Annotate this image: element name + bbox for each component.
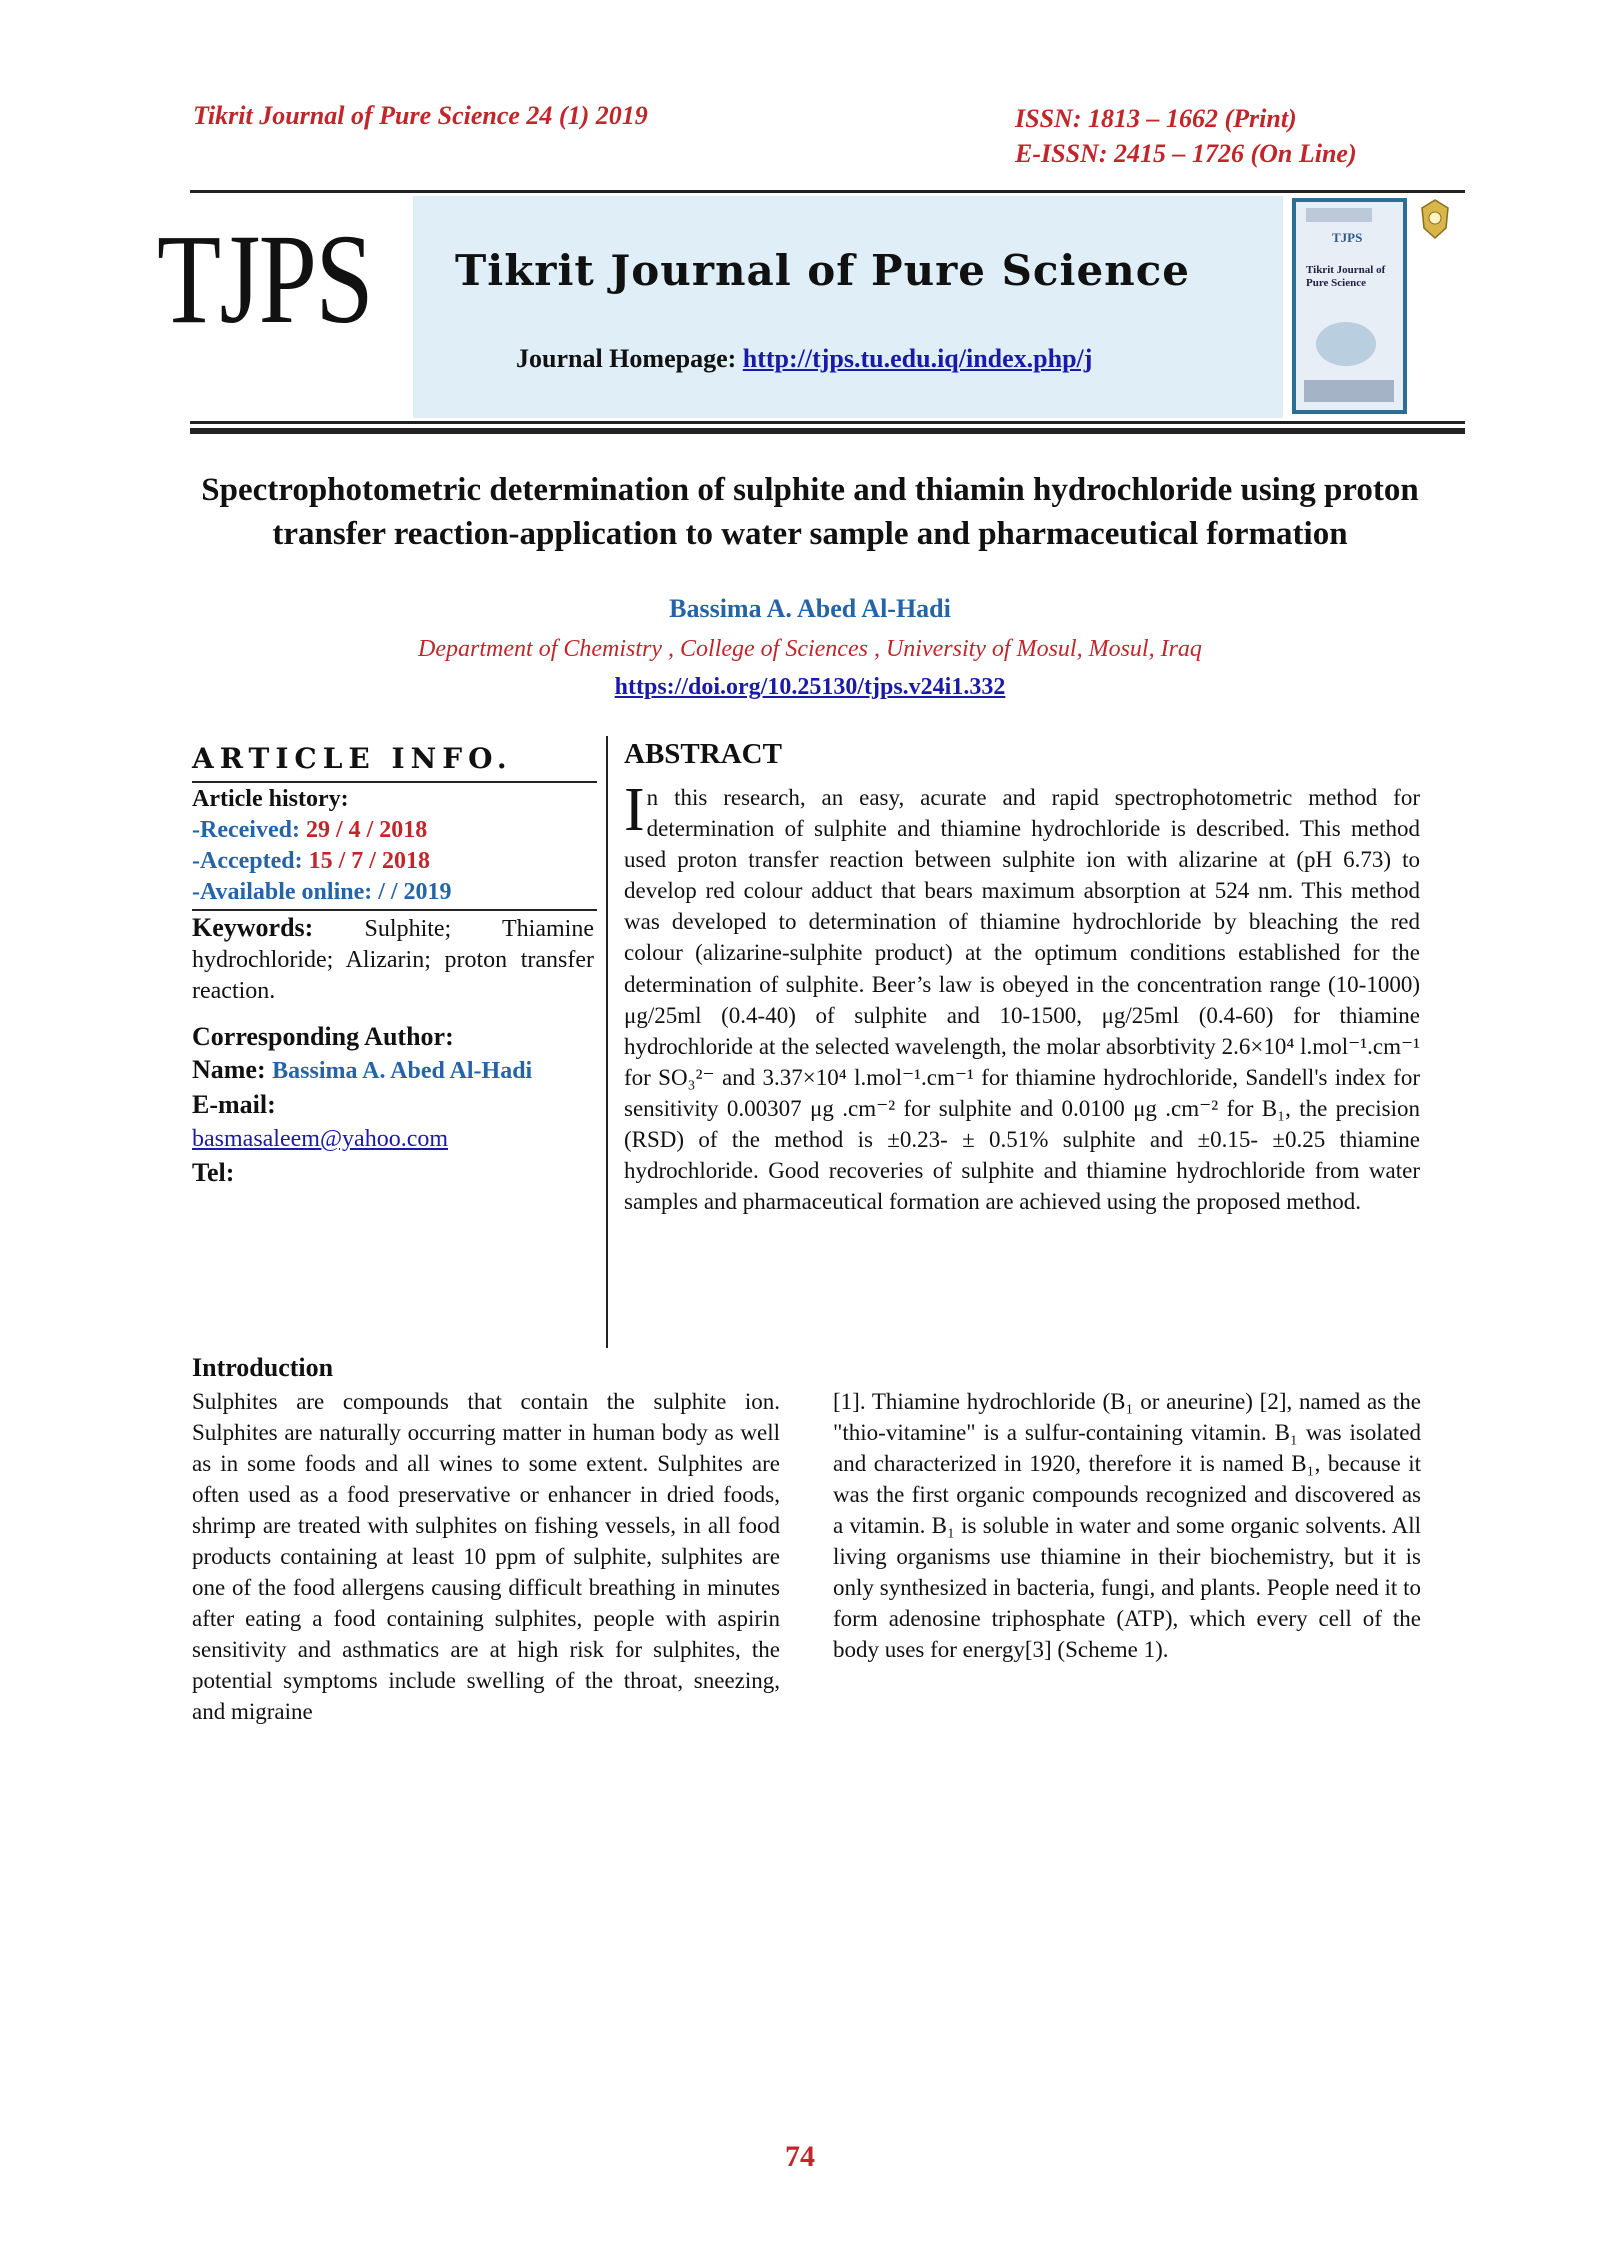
accepted-date: 15 / 7 / 2018 — [308, 848, 430, 874]
keywords — [192, 912, 594, 1007]
article-info-rule-top — [192, 781, 597, 783]
article-doi — [150, 674, 1470, 701]
article-author: Bassima A. Abed Al-Hadi — [669, 594, 951, 623]
introduction-heading: Introduction — [192, 1353, 334, 1382]
running-header-journal: Tikrit Journal of Pure Science 24 (1) 2019 — [193, 101, 648, 130]
keywords-value: Sulphite; Thiamine hydrochloride; Alizarin; proton transfer reaction. — [192, 916, 594, 1004]
issn-online: E-ISSN: 2415 – 1726 (On Line) — [1015, 139, 1357, 168]
cover-abbrev: TJPS — [1332, 230, 1363, 245]
available-online-line: -Available online: / / 2019 — [192, 879, 452, 905]
homepage-link[interactable]: http://tjps.tu.edu.iq/index.php/j — [742, 344, 1093, 373]
accepted-line: -Accepted: 15 / 7 / 2018 — [192, 848, 430, 874]
banner-bottom-rule-thin — [190, 421, 1465, 424]
banner-top-rule — [190, 190, 1465, 193]
abstract-dropcap: I — [624, 776, 645, 844]
homepage-label: Journal Homepage: — [516, 344, 743, 373]
keywords-label: Keywords: — [192, 913, 314, 942]
abstract-text: n this research, an easy, acurate and rapid spectrophotometric method for determination of sulphite and thiamine hydrochloride is described. This method used proton transfer reaction between sulphite ion with alizarine at (pH 6.73) to develop red colour adduct that bears maximum absorption at 524 nm. This method was developed to determination of thiamine hydrochloride by bleaching the red colour (alizarine-sulphite product) at the optimum conditions established for the determination of sulphite. Beer’s law is obeyed in the concentration range (10-1000) μg/25ml (0.4-40) of sulphite and 10-1500, μg/25ml (0.4-60) for thiamine hydrochloride at the selected wavelength, the molar absorbtivity 2.6×10⁴ l.mol⁻¹.cm⁻¹ for SO₃²⁻ and 3.37×10⁴ l.mol⁻¹.cm⁻¹ for thiamine hydrochloride, Sandell's index for sensitivity 0.00307 μg .cm⁻² for sulphite and 0.0100 μg .cm⁻² for B₁, the precision (RSD) of the method is ±0.23- ± 0.51% sulphite and ±0.15- ±0.25 thiamine hydrochloride. Good recoveries of sulphite and thiamine hydrochloride from water samples and pharmaceutical formation are achieved using the proposed method. — [624, 785, 1420, 1215]
received-date: 29 / 4 / 2018 — [305, 817, 428, 843]
history-label: Article history: — [192, 786, 349, 812]
banner-bottom-rule-thick — [190, 428, 1465, 434]
journal-logo: TJPS — [157, 208, 373, 350]
article-history — [192, 784, 594, 908]
article-title: Spectrophotometric determination of sulphite and thiamin hydrochloride using proton transfer reaction-application to water sample and pharmaceutical formation — [201, 472, 1419, 552]
journal-name: Tikrit Journal of Pure Science — [455, 246, 1190, 295]
journal-cover-image — [1292, 198, 1407, 414]
corresponding-author — [192, 1020, 594, 1189]
introduction-right-column: [1]. Thiamine hydrochloride (B₁ or aneurine) [2], named as the "thio-vitamine" is a sulfur-containing vitamin. B₁ was isolated and characterized in 1920, therefore it is named B₁, because it was the first organic compounds recognized and discovered as a vitamin. B₁ is soluble in water and some organic solvents. All living organisms use thiamine in their biochemistry, but it is only synthesized in bacteria, fungi, and plants. People need it to form adenosine triphosphate (ATP), which every cell of the body uses for energy[3] (Scheme 1). — [833, 1389, 1421, 1662]
name-label: Name: — [192, 1055, 273, 1084]
doi-link[interactable]: https://doi.org/10.25130/tjps.v24i1.332 — [614, 674, 1006, 700]
column-divider — [606, 736, 608, 1348]
issn-print: ISSN: 1813 – 1662 (Print) — [1015, 104, 1297, 133]
article-info-heading: ARTICLE INFO. — [192, 742, 513, 775]
page-number: 74 — [785, 2140, 815, 2173]
university-emblem-icon — [1418, 198, 1452, 242]
article-info-rule-mid — [192, 909, 597, 911]
banner-background — [413, 196, 1283, 418]
tel-label: Tel: — [192, 1158, 235, 1187]
author-name-value: Bassima A. Abed Al-Hadi — [272, 1058, 533, 1084]
email-link[interactable]: basmasaleem@yahoo.com — [192, 1126, 449, 1152]
received-line: -Received: 29 / 4 / 2018 — [192, 817, 428, 843]
abstract-body — [624, 776, 1420, 1217]
cover-title: Tikrit Journal of Pure Science — [1306, 264, 1386, 289]
running-header-issn — [1015, 101, 1357, 171]
author-affiliation: Department of Chemistry , College of Sciences , University of Mosul, Mosul, Iraq — [418, 636, 1202, 662]
abstract-heading: ABSTRACT — [624, 738, 782, 770]
introduction-left-column: Sulphites are compounds that contain the sulphite ion. Sulphites are naturally occurring matter in human body as well as in some foods and all wines to some extent. Sulphites are often used as a food preservative or enhancer in dried foods, shrimp are treated with sulphites on fishing vessels, in all food products containing at least 10 ppm of sulphite, sulphites are one of the food allergens causing difficult breathing in minutes after eating a food containing sulphites, people with aspirin sensitivity and asthmatics are at high risk for sulphites, the potential symptoms include swelling of the throat, sneezing, and migraine — [192, 1389, 780, 1724]
journal-homepage — [516, 344, 1092, 374]
corresponding-label: Corresponding Author: — [192, 1022, 454, 1051]
email-label: E-mail: — [192, 1090, 276, 1119]
